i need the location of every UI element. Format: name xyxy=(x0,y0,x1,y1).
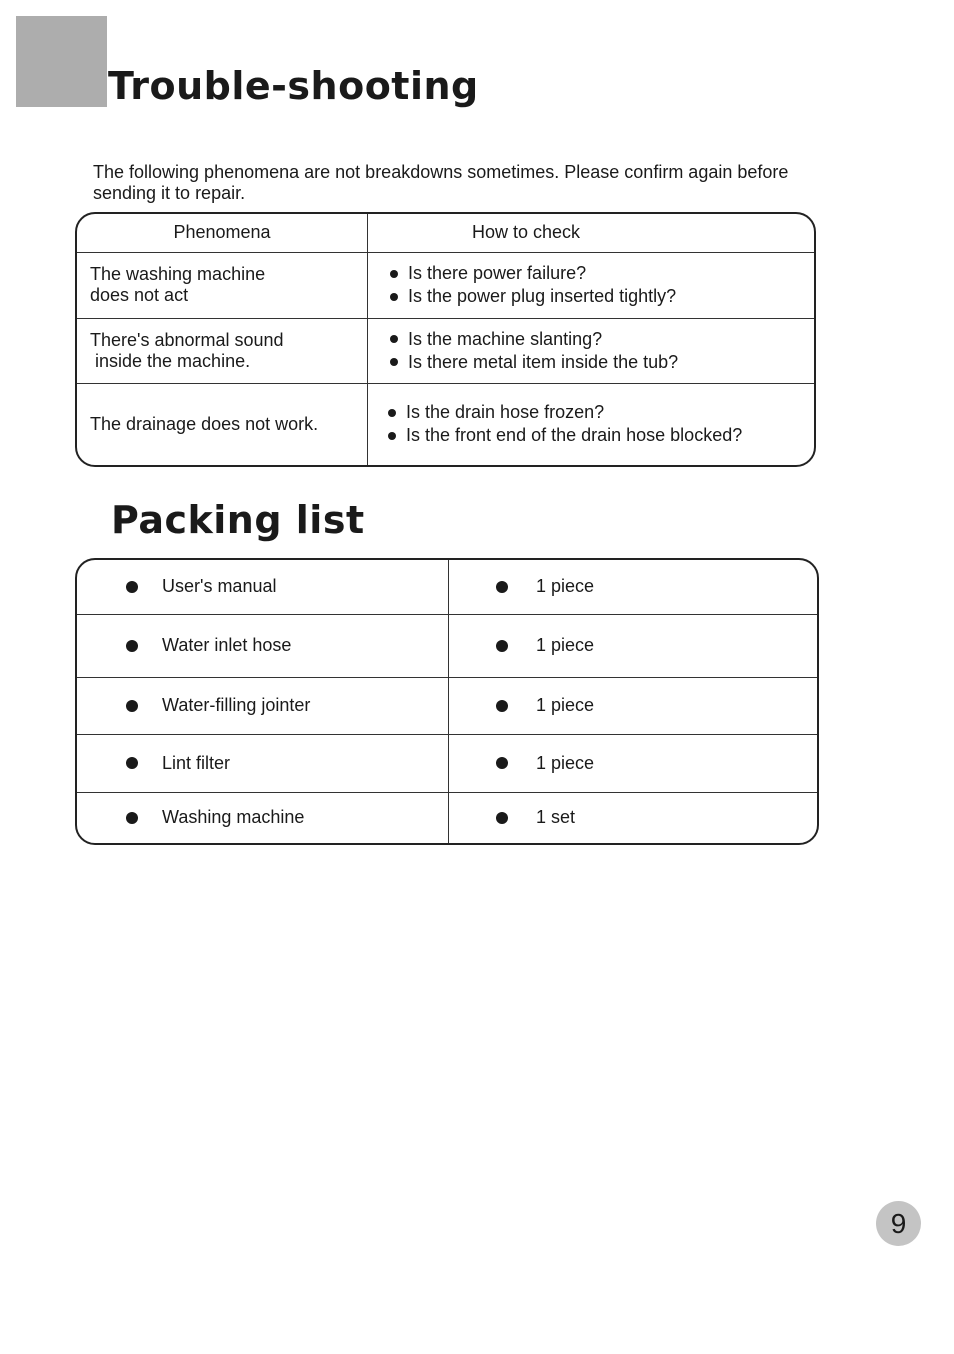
bullet-icon xyxy=(126,812,138,824)
table-row xyxy=(77,614,817,677)
bullet-icon xyxy=(390,335,398,343)
phenomenon-cell xyxy=(77,252,368,318)
bullet-icon xyxy=(126,700,138,712)
troubleshooting-title: Trouble-shooting xyxy=(108,64,479,108)
phenomenon-cell xyxy=(77,383,368,465)
check-text: Is the machine slanting? xyxy=(408,328,603,349)
troubleshooting-intro: The following phenomena are not breakdowns sometimes. Please confirm again before sending it to repair. xyxy=(93,162,789,203)
bullet-icon xyxy=(126,581,138,593)
table-row xyxy=(77,252,814,318)
item-name: Lint filter xyxy=(162,752,231,773)
check-text: Is there metal item inside the tub? xyxy=(408,351,679,372)
item-name-cell xyxy=(77,560,449,614)
table-row xyxy=(77,560,817,614)
item-qty: 1 piece xyxy=(536,635,595,655)
bullet-icon xyxy=(390,358,398,366)
item-name-cell xyxy=(77,792,449,843)
table-header-row xyxy=(77,214,814,252)
troubleshooting-table xyxy=(75,212,816,467)
item-name-cell xyxy=(77,614,449,677)
page-number-badge: 9 xyxy=(876,1201,921,1246)
phenomenon-cell xyxy=(77,318,368,383)
table-row xyxy=(77,792,817,843)
check-text: Is the drain hose frozen? xyxy=(406,402,605,423)
item-qty-cell xyxy=(449,560,818,614)
check-item xyxy=(388,401,814,424)
check-text: Is the front end of the drain hose blocked? xyxy=(406,425,743,446)
bullet-icon xyxy=(388,409,396,417)
check-item xyxy=(388,424,814,447)
item-name-cell xyxy=(77,677,449,734)
bullet-icon xyxy=(390,270,398,278)
table-row xyxy=(77,383,814,465)
bullet-icon xyxy=(126,640,138,652)
phenomenon-text: There's abnormal sound xyxy=(90,329,284,350)
item-qty-cell xyxy=(449,734,818,792)
check-item xyxy=(390,285,814,308)
check-cell xyxy=(368,252,815,318)
check-item xyxy=(390,351,814,374)
item-qty: 1 piece xyxy=(536,576,595,597)
item-name: Water-filling jointer xyxy=(162,695,311,715)
check-text: Is the power plug inserted tightly? xyxy=(408,286,677,306)
bullet-icon xyxy=(496,700,508,712)
check-cell xyxy=(368,383,815,465)
packing-list-title: Packing list xyxy=(111,498,365,542)
bullet-icon xyxy=(496,812,508,824)
header-how-to-check: How to check xyxy=(368,214,815,252)
packing-list-table xyxy=(75,558,819,845)
phenomenon-text: does not act xyxy=(90,285,189,305)
table-row xyxy=(77,734,817,792)
phenomenon-text: inside the machine. xyxy=(95,350,251,371)
item-name-cell xyxy=(77,734,449,792)
item-qty-cell xyxy=(449,677,818,734)
bullet-icon xyxy=(388,432,396,440)
item-name: Washing machine xyxy=(162,807,305,828)
bullet-icon xyxy=(496,581,508,593)
item-qty-cell xyxy=(449,614,818,677)
check-item xyxy=(390,328,814,351)
item-qty: 1 piece xyxy=(536,695,595,715)
item-qty: 1 piece xyxy=(536,752,595,773)
check-text: Is there power failure? xyxy=(408,263,587,283)
table-row xyxy=(77,318,814,383)
phenomenon-text: The drainage does not work. xyxy=(90,413,319,434)
bullet-icon xyxy=(496,640,508,652)
section-marker-block xyxy=(16,16,107,107)
header-phenomena: Phenomena xyxy=(77,214,368,252)
item-name: Water inlet hose xyxy=(162,635,292,655)
check-cell xyxy=(368,318,815,383)
phenomenon-text: The washing machine xyxy=(90,264,266,284)
bullet-icon xyxy=(126,757,138,769)
item-qty: 1 set xyxy=(536,807,576,828)
item-qty-cell xyxy=(449,792,818,843)
bullet-icon xyxy=(496,757,508,769)
bullet-icon xyxy=(390,293,398,301)
table-row xyxy=(77,677,817,734)
check-item xyxy=(390,262,814,285)
item-name: User's manual xyxy=(162,576,277,597)
